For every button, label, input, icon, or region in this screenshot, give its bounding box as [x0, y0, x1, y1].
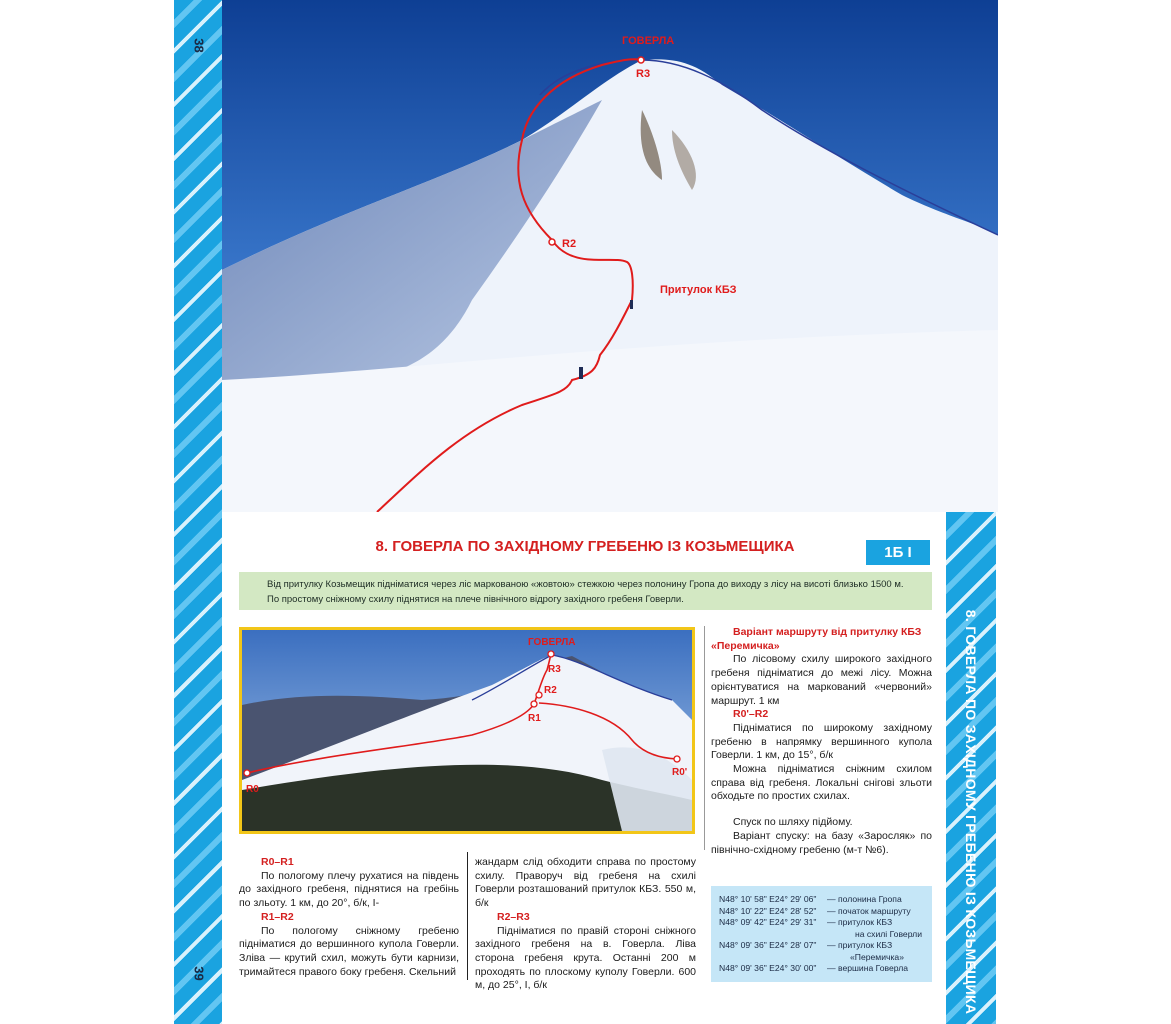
segment-text-r0-r1: По пологому плечу рухатися на південь до західного гребеня, піднятися на гребінь по зльоту. 1 км, до 20°, б/к, І- — [239, 869, 459, 910]
coord-row — [719, 906, 926, 918]
r1-marker — [531, 701, 537, 707]
column-divider — [467, 852, 468, 980]
descent-variant-text: Варіант спуску: на базу «Заросляк» по північно-східному гребеню (м-т №6). — [711, 829, 932, 856]
page-number-top: 38 — [191, 38, 207, 53]
coord-value — [719, 929, 827, 941]
top-mountain-photo — [222, 0, 998, 512]
intro-line-2: По простому сніжному схилу піднятися на плече північного відрогу західного гребеня Говерли. — [267, 594, 684, 605]
side-title-text: 8. ГОВЕРЛА ПО ЗАХІДНОМУ ГРЕБЕНЮ ІЗ КОЗЬМЕЩИКА — [963, 609, 979, 1015]
r3-marker — [638, 57, 644, 63]
route-overview-graphic — [242, 630, 692, 831]
hiker-figure-2 — [630, 300, 633, 309]
coordinates-box — [711, 886, 932, 982]
overview-r0-label: R0 — [246, 784, 259, 795]
segment-text-r1-r2: По пологому сніжному гребеню підніматися до вершинного купола Говерли. Зліва — крутий схил, можуть бути карнизи, тримайтеся правого боку гребеня. Скельний — [239, 924, 459, 978]
coord-row — [719, 917, 926, 929]
coord-value: N48° 10' 22" E24° 28' 52" — [719, 905, 817, 916]
segment-heading-r0p-r2: R0'–R2 — [733, 708, 769, 721]
overview-r2-label: R2 — [544, 685, 557, 696]
coord-name: — вершина Говерла — [827, 963, 909, 973]
segment-text-r1-r2-cont: жандарм слід обходити справа по простому схилу. Праворуч від гребеня на схилі Говерли розташований притулок КБЗ. 550 м, б/к — [475, 856, 696, 910]
segment-text-r2-r3: Підніматися по правій стороні сніжного західного гребеня на в. Говерла. Ліва сторона гребеня крута. Останні 200 м проходять по плоскому куполу Говерли. 600 м, до 25°, І, б/к — [475, 924, 696, 992]
segment-text-r0p-r2: Підніматися по широкому західному гребеню в напрямку вершинного купола Говерли. 1 км, до 15°, б/к — [711, 721, 932, 762]
segment-heading-r2-r3: R2–R3 — [497, 910, 530, 923]
r3-label: R3 — [636, 68, 651, 80]
coord-value — [719, 952, 827, 964]
side-title — [946, 512, 996, 1024]
variant-text-3: Можна підніматися сніжним схилом справа від гребеня. Локальні снігові зльоти обходьте по простих схилах. — [711, 763, 932, 803]
r3-overview-marker — [548, 651, 554, 657]
r2-label: R2 — [562, 238, 577, 250]
route-overview-photo — [239, 627, 695, 834]
coord-name: — полонина Гропа — [827, 894, 902, 904]
coord-name: — притулок КБЗ — [827, 917, 893, 927]
coord-name: — початок маршруту — [827, 905, 911, 916]
page-number-bottom: 39 — [191, 966, 207, 981]
coord-row — [719, 894, 926, 906]
coord-name: на схилі Говерли — [854, 928, 922, 939]
overview-summit-label: ГОВЕРЛА — [528, 637, 576, 648]
overview-r0p-label: R0' — [672, 767, 688, 778]
coord-row — [719, 929, 926, 941]
coord-value: N48° 09' 36" E24° 30' 00" — [719, 963, 817, 973]
text-column-variant — [711, 626, 932, 857]
r0p-marker — [674, 756, 680, 762]
variant-text-1: По лісовому схилу широкого західного гребеня підніматися до межі лісу. Можна орієнтуватися на маркований «червоний» маршрут. 1 км — [711, 653, 932, 707]
coord-row — [719, 952, 926, 964]
text-column-2 — [475, 856, 696, 993]
intro-box — [239, 572, 932, 610]
descent-text: Спуск по шляху підйому. — [733, 816, 853, 829]
shelter-label: Притулок КБЗ — [660, 284, 737, 296]
coord-row — [719, 963, 926, 975]
coord-value: N48° 10' 58" E24° 29' 06" — [719, 894, 817, 904]
coord-row — [719, 940, 926, 952]
coord-value: N48° 09' 42" E24° 29' 31" — [719, 917, 817, 927]
overview-r3-label: R3 — [548, 664, 561, 675]
text-column-1 — [239, 856, 459, 979]
r2-marker — [549, 239, 555, 245]
intro-line-1: Від притулку Козьмещик підніматися через ліс маркованою «жовтою» стежкою через полонину Гропа до виходу з лісу на висоті близько 1500 м. — [267, 579, 904, 590]
column-divider-right — [704, 626, 705, 850]
coord-name: «Перемичка» — [850, 951, 904, 962]
segment-heading-r1-r2: R1–R2 — [261, 910, 294, 923]
variant-heading: Варіант маршруту від притулку КБЗ «Перемичка» — [711, 626, 922, 652]
route-title: 8. ГОВЕРЛА ПО ЗАХІДНОМУ ГРЕБЕНЮ ІЗ КОЗЬМЕЩИКА — [375, 538, 795, 555]
grade-badge: 1Б І — [866, 540, 930, 565]
coord-value: N48° 09' 36" E24° 28' 07" — [719, 940, 817, 950]
overview-r1-label: R1 — [528, 713, 541, 724]
hiker-figure — [579, 367, 583, 379]
left-decorative-band — [174, 0, 222, 1024]
r2-overview-marker — [536, 692, 542, 698]
r0-marker — [244, 770, 250, 776]
segment-heading-r0-r1: R0–R1 — [261, 856, 294, 868]
summit-label: ГОВЕРЛА — [622, 35, 675, 47]
coord-name: — притулок КБЗ — [827, 940, 893, 950]
